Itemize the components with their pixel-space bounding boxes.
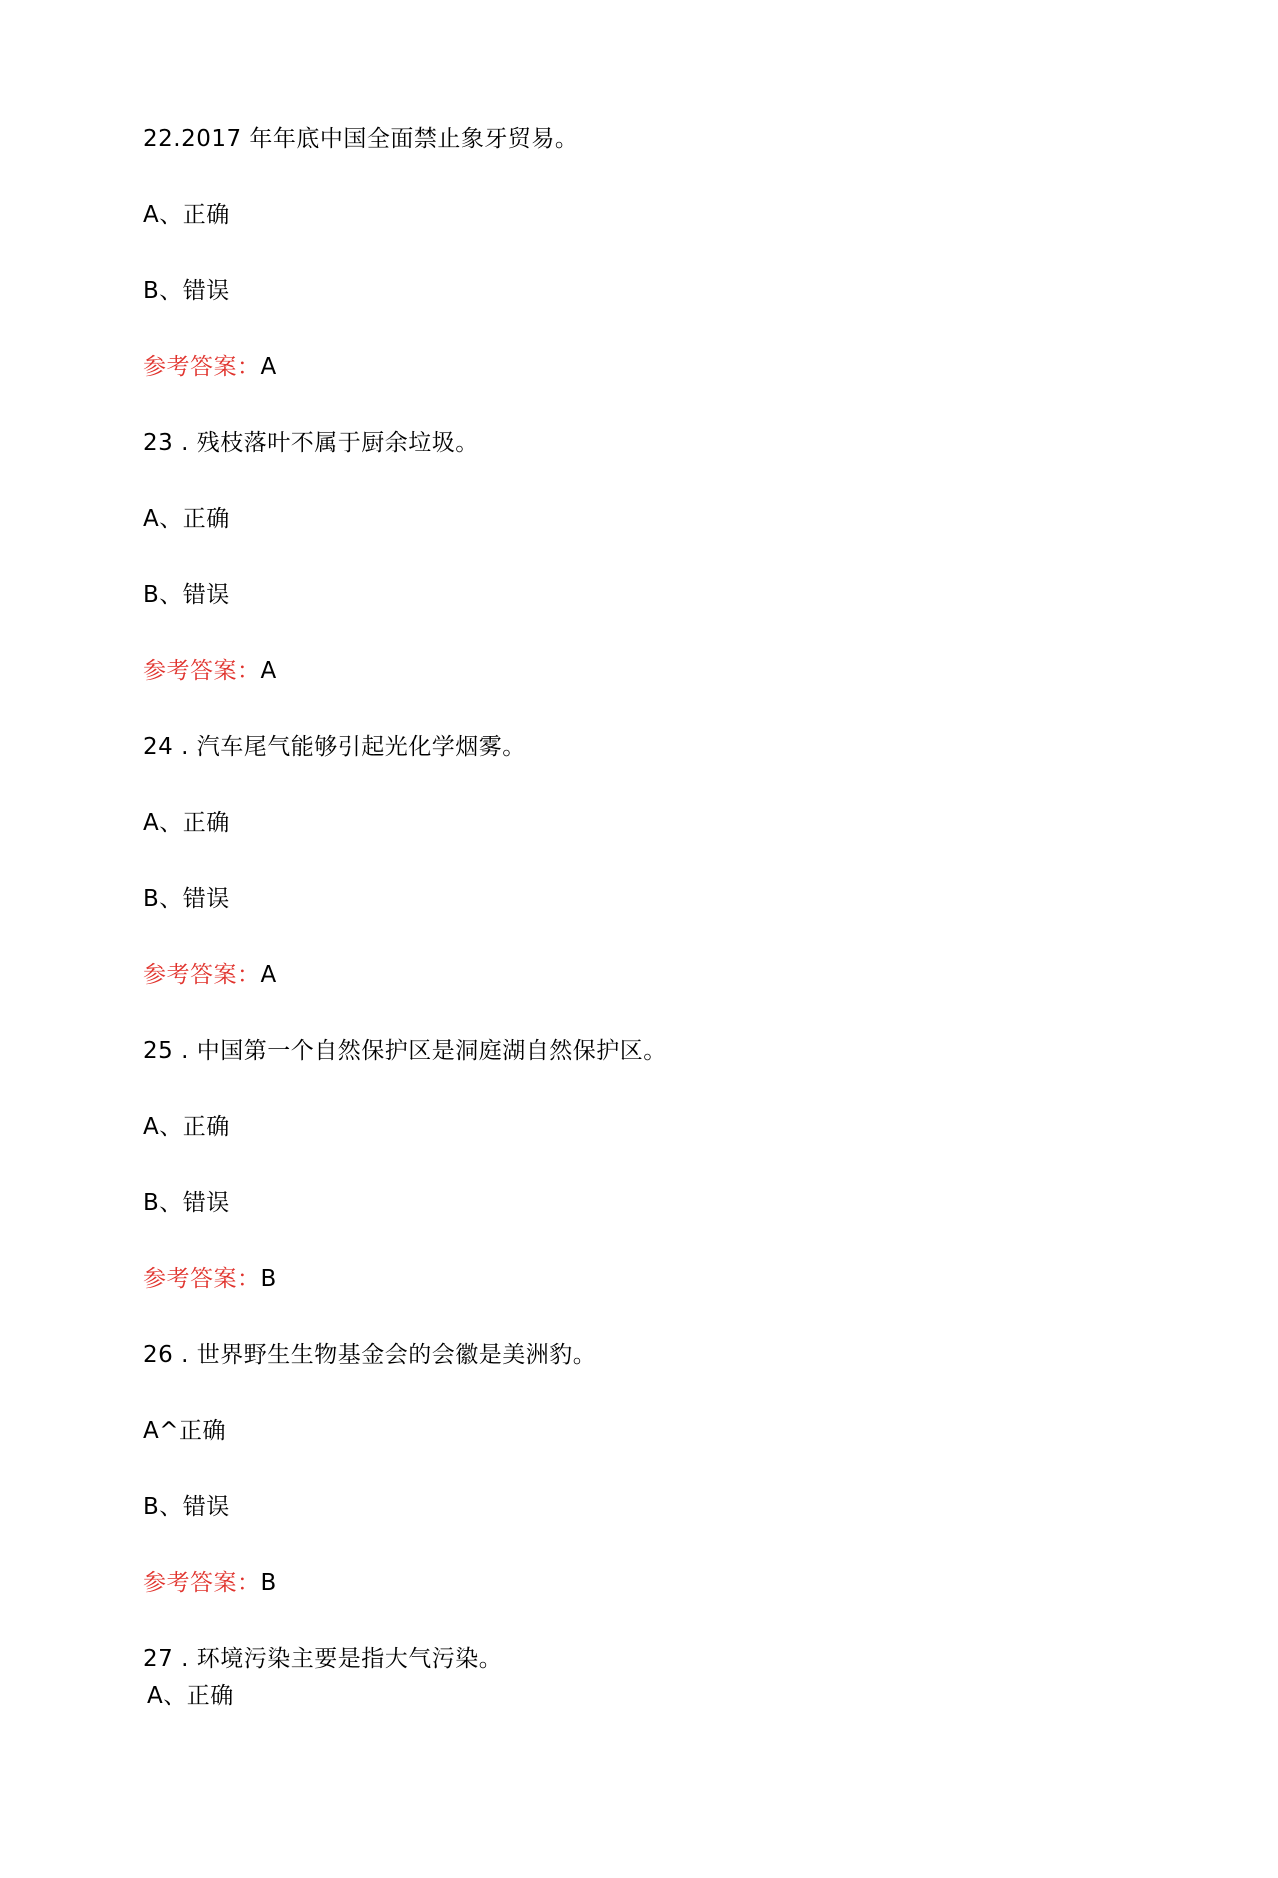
- answer-value: A: [260, 354, 277, 380]
- question-23-option-b: B、错误: [143, 582, 230, 608]
- question-22-option-a: A、正确: [143, 202, 230, 228]
- question-25-option-b: B、错误: [143, 1190, 230, 1216]
- answer-label: 参考答案：: [143, 1266, 261, 1292]
- question-26-option-b: B、错误: [143, 1494, 230, 1520]
- answer-label: 参考答案：: [143, 658, 261, 684]
- answer-value: B: [260, 1266, 277, 1292]
- question-24-option-a: A、正确: [143, 810, 230, 836]
- question-23-option-a: A、正确: [143, 506, 230, 532]
- question-26-option-a: A^正确: [143, 1418, 227, 1444]
- question-23-stem: 23 . 残枝落叶不属于厨余垃圾。: [143, 430, 479, 456]
- question-24-option-b: B、错误: [143, 886, 230, 912]
- question-23-answer: [143, 656, 277, 686]
- question-22-option-b: B、错误: [143, 278, 230, 304]
- question-22-stem: 22.2017 年年底中国全面禁止象牙贸易。: [143, 126, 579, 152]
- question-25-stem: 25 . 中国第一个自然保护区是洞庭湖自然保护区。: [143, 1038, 667, 1064]
- answer-value: B: [260, 1570, 277, 1596]
- question-27-option-a: A、正确: [147, 1683, 234, 1709]
- question-22-answer: [143, 352, 277, 382]
- answer-label: 参考答案：: [143, 354, 261, 380]
- answer-label: 参考答案：: [143, 962, 261, 988]
- answer-value: A: [260, 658, 277, 684]
- question-24-answer: [143, 960, 277, 990]
- question-26-answer: [143, 1568, 277, 1598]
- question-27-stem: 27 . 环境污染主要是指大气污染。: [143, 1646, 503, 1672]
- question-25-answer: [143, 1264, 277, 1294]
- question-24-stem: 24 . 汽车尾气能够引起光化学烟雾。: [143, 734, 526, 760]
- question-26-stem: 26 . 世界野生生物基金会的会徽是美洲豹。: [143, 1342, 597, 1368]
- question-25-option-a: A、正确: [143, 1114, 230, 1140]
- answer-label: 参考答案：: [143, 1570, 261, 1596]
- answer-value: A: [260, 962, 277, 988]
